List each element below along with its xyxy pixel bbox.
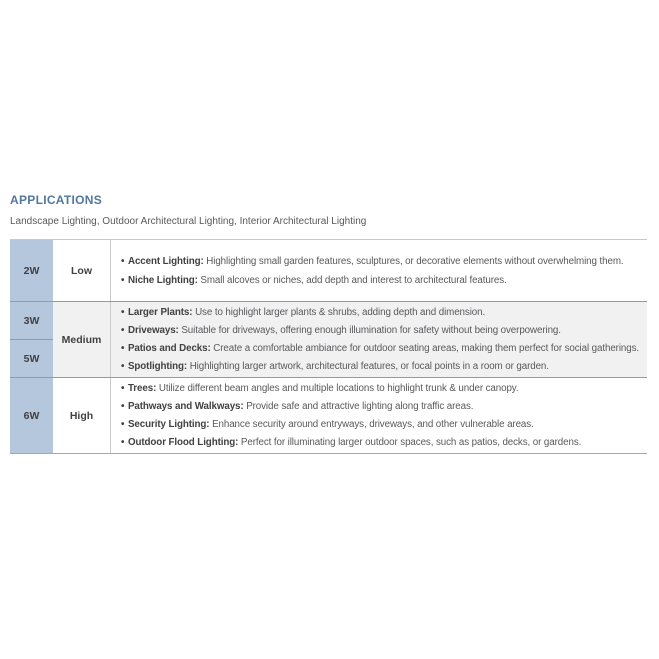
- bullet-icon: •: [121, 400, 125, 412]
- wattage-stack: [10, 302, 53, 377]
- application-text: Utilize different beam angles and multiple locations to highlight trunk & under canopy.: [158, 382, 519, 394]
- wattage-cell-3w: 3W: [10, 302, 53, 339]
- application-item: [121, 358, 645, 376]
- application-text: Suitable for driveways, offering enough illumination for safety without being overpowering.: [181, 324, 561, 336]
- application-label: Larger Plants:: [127, 306, 193, 318]
- application-item: [121, 380, 645, 398]
- level-cell-low: Low: [71, 264, 92, 277]
- section-subtitle: Landscape Lighting, Outdoor Architectural Lighting, Interior Architectural Lighting: [10, 216, 367, 227]
- application-text: Use to highlight larger plants & shrubs, adding depth and dimension.: [195, 306, 486, 318]
- table-row-medium: [10, 301, 647, 377]
- application-label: Security Lighting:: [127, 418, 210, 430]
- application-item: [121, 322, 645, 340]
- bullet-icon: •: [121, 436, 125, 448]
- wattage-cell-5w: 5W: [10, 339, 53, 377]
- application-label: Niche Lighting:: [127, 274, 198, 286]
- application-text: Small alcoves or niches, add depth and interest to architectural features.: [200, 274, 507, 286]
- applications-table: [10, 239, 647, 454]
- level-cell-medium: Medium: [53, 302, 110, 377]
- bullet-icon: •: [121, 255, 125, 267]
- descriptions-cell: [110, 302, 647, 377]
- bullet-icon: •: [121, 382, 125, 394]
- application-label: Pathways and Walkways:: [127, 400, 244, 412]
- descriptions-cell: [110, 378, 647, 453]
- application-item: [121, 271, 645, 290]
- application-item: [121, 416, 645, 434]
- descriptions-cell: [110, 240, 647, 301]
- bullet-icon: •: [121, 274, 125, 286]
- application-text: Provide safe and attractive lighting along traffic areas.: [246, 400, 474, 412]
- application-item: [121, 434, 645, 452]
- bullet-icon: •: [121, 418, 125, 430]
- application-label: Outdoor Flood Lighting:: [127, 436, 239, 448]
- application-text: Enhance security around entryways, driveways, and other vulnerable areas.: [212, 418, 534, 430]
- table-row-high: [10, 377, 647, 453]
- application-text: Highlighting small garden features, sculptures, or decorative elements without overwhelming them.: [206, 255, 624, 267]
- wattage-cell-2w: 2W: [10, 240, 53, 301]
- application-label: Trees:: [127, 382, 157, 394]
- application-text: Perfect for illuminating larger outdoor spaces, such as patios, decks, or gardens.: [240, 436, 582, 448]
- application-item: [121, 398, 645, 416]
- level-cell-high: High: [69, 409, 94, 422]
- application-text: Highlighting larger artwork, architectural features, or focal points in a room or garden.: [189, 360, 549, 372]
- application-label: Spotlighting:: [127, 360, 188, 372]
- application-label: Patios and Decks:: [127, 342, 211, 354]
- wattage-cell-6w: 6W: [10, 378, 53, 453]
- bullet-icon: •: [121, 360, 125, 372]
- application-item: [121, 304, 645, 322]
- application-label: Driveways:: [127, 324, 179, 336]
- bullet-icon: •: [121, 324, 125, 336]
- bullet-icon: •: [121, 306, 125, 318]
- table-row-low: [10, 240, 647, 301]
- application-item: [121, 340, 645, 358]
- bullet-icon: •: [121, 342, 125, 354]
- section-title: APPLICATIONS: [10, 193, 103, 207]
- application-item: [121, 252, 645, 271]
- application-label: Accent Lighting:: [127, 255, 204, 267]
- application-text: Create a comfortable ambiance for outdoor seating areas, making them perfect for social gatherings.: [213, 342, 640, 354]
